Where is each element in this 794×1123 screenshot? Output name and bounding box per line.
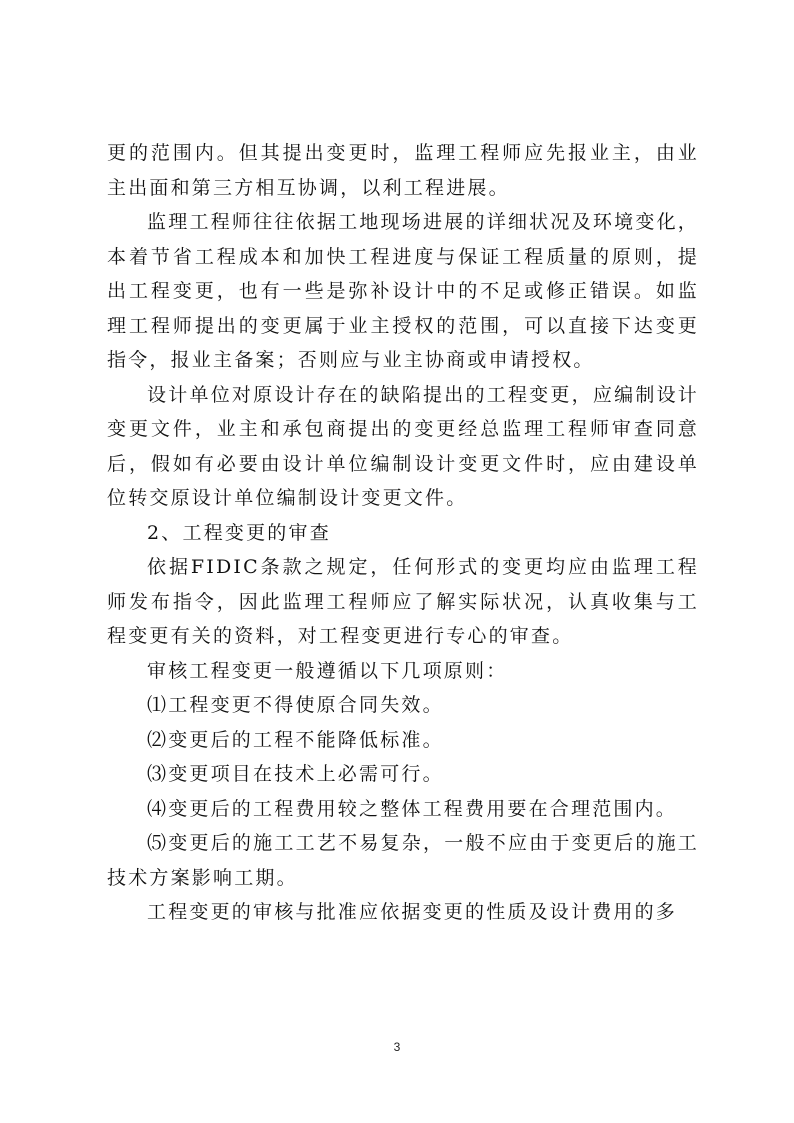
list-item: ⑸变更后的施工工艺不易复杂，一般不应由于变更后的施工技术方案影响工期。 [107, 832, 699, 889]
list-item: ⑵变更后的工程不能降低标准。 [147, 728, 444, 751]
paragraph: 设计单位对原设计存在的缺陷提出的工程变更，应编制设计变更文件，业主和承包商提出的变更经总监理工程师审查同意后，假如有必要由设计单位编制设计变更文件时，应由建设单位转交原设计单位编制设计变更文件。 [107, 383, 699, 509]
list-item: ⑷变更后的工程费用较之整体工程费用要在合理范围内。 [147, 797, 678, 820]
paragraph: 审核工程变更一般遵循以下几项原则： [147, 659, 508, 682]
page-number: 3 [393, 1040, 401, 1054]
paragraph: 依据FIDIC条款之规定，任何形式的变更均应由监理工程师发布指令，因此监理工程师应了解实际状况，认真收集与工程变更有关的资料，对工程变更进行专心的审查。 [107, 556, 699, 647]
paragraph: 更的范围内。但其提出变更时，监理工程师应先报业主，由业主出面和第三方相互协调，以利工程进展。 [107, 142, 699, 199]
list-item: ⑴工程变更不得使原合同失效。 [147, 694, 444, 716]
list-item: ⑶变更项目在技术上必需可行。 [147, 763, 444, 785]
paragraph: 监理工程师往往依据工地现场进展的详细状况及环境变化，本着节省工程成本和加快工程进度与保证工程质量的原则，提出工程变更，也有一些是弥补设计中的不足或修正错误。如监理工程师提出的变更属于业主授权的范围，可以直接下达变更指令，报业主备案；否则应与业主协商或申请授权。 [107, 211, 699, 371]
section-heading: 2、工程变更的审查 [147, 521, 331, 544]
body-text [107, 136, 699, 930]
paragraph: 工程变更的审核与批准应依据变更的性质及设计费用的多 [147, 901, 678, 923]
